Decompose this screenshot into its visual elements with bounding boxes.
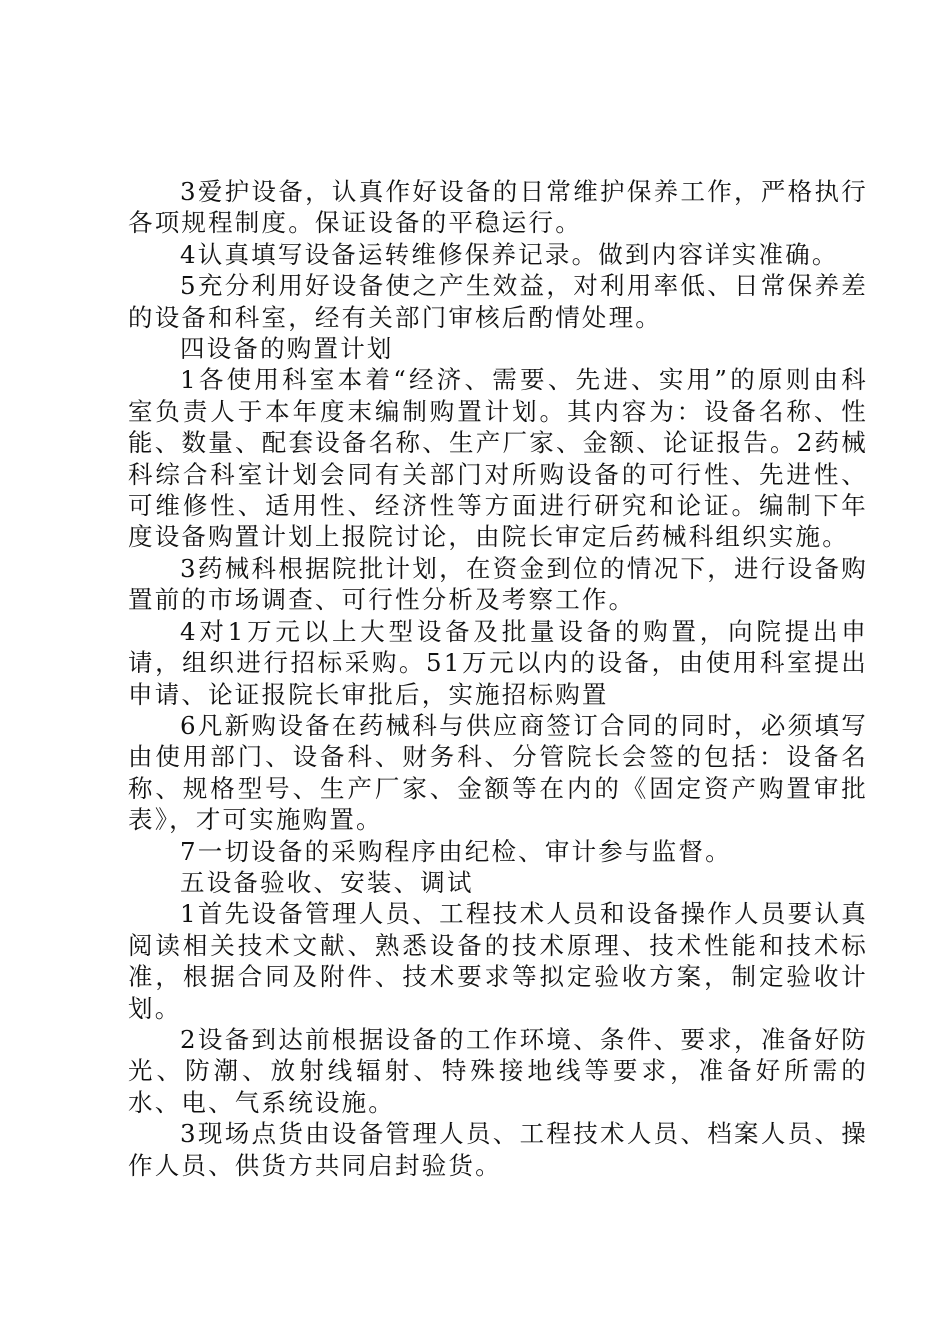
paragraph-maintenance-5: 5充分利用好设备使之产生效益，对利用率低、日常保养差的设备和科室，经有关部门审核后酌情处理。 xyxy=(128,271,868,332)
paragraph-purchase-1-2: 1各使用科室本着“经济、需要、先进、实用”的原则由科室负责人于本年度末编制购置计划。其内容为：设备名称、性能、数量、配套设备名称、生产厂家、金额、论证报告。2药械科综合科室计划会同有关部门对所购设备的可行性、先进性、可维修性、适用性、经济性等方面进行研究和论证。编制下年度设备购置计划上报院讨论，由院长审定后药械科组织实施。 xyxy=(128,365,868,552)
paragraph-purchase-3: 3药械科根据院批计划，在资金到位的情况下，进行设备购置前的市场调查、可行性分析及考察工作。 xyxy=(128,553,868,615)
paragraph-acceptance-1: 1首先设备管理人员、工程技术人员和设备操作人员要认真阅读相关技术文献、熟悉设备的技术原理、技术性能和技术标准，根据合同及附件、技术要求等拟定验收方案，制定验收计划。 xyxy=(128,899,868,1023)
paragraph-acceptance-2: 2设备到达前根据设备的工作环境、条件、要求，准备好防光、防潮、放射线辐射、特殊接地线等要求，准备好所需的水、电、气系统设施。 xyxy=(128,1024,868,1117)
section-heading-purchase-plan: 四设备的购置计划 xyxy=(180,334,394,364)
paragraph-acceptance-3: 3现场点货由设备管理人员、工程技术人员、档案人员、操作人员、供货方共同启封验货。 xyxy=(128,1119,868,1180)
paragraph-purchase-7: 7一切设备的采购程序由纪检、审计参与监督。 xyxy=(180,836,732,866)
paragraph-maintenance-3: 3爱护设备，认真作好设备的日常维护保养工作，严格执行各项规程制度。保证设备的平稳运行。 xyxy=(128,177,868,238)
paragraph-purchase-6: 6凡新购设备在药械科与供应商签订合同的同时，必须填写由使用部门、设备科、财务科、分管院长会签的包括：设备名称、规格型号、生产厂家、金额等在内的《固定资产购置审批表》，才可实施购置。 xyxy=(128,710,868,835)
paragraph-purchase-4-5: 4对1万元以上大型设备及批量设备的购置，向院提出申请，组织进行招标采购。51万元以内的设备，由使用科室提出申请、论证报院长审批后，实施招标购置 xyxy=(128,616,868,709)
document-body xyxy=(128,176,868,1181)
paragraph-maintenance-4: 4认真填写设备运转维修保养记录。做到内容详实准确。 xyxy=(180,239,839,269)
section-heading-acceptance: 五设备验收、安装、调试 xyxy=(180,867,474,897)
